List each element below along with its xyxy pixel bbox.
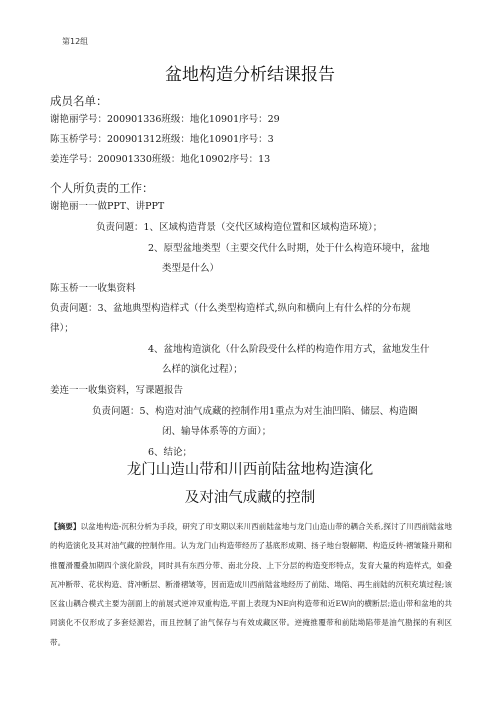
task-line: 负责问题：5、构造对油气成藏的控制作用1重点为对生油凹陷、储层、构造圈 [92,406,418,417]
task-line: 闭、输导体系等的方面）； [162,426,272,437]
task-line: 6、结论； [148,447,193,458]
task-line: 律）； [50,323,74,334]
member-line: 谢艳丽学号：200901336班级：地化10901序号：29 [50,114,280,125]
group-label: 第12组 [62,37,89,46]
task-line: 姜连一一收集资料，写课题报告 [50,385,184,396]
task-line: 2、原型盆地类型（主要交代什么时期，处于什么构造环境中，盆地 [148,243,430,254]
task-line: 4、盆地构造演化（什么阶段受什么样的构造作用方式，盆地发生什 [148,344,430,355]
member-line: 陈玉桥学号：200901312班级：地化10901序号：3 [50,134,274,145]
abstract-tag: 【摘要】 [50,522,81,531]
task-line: 陈玉桥一一收集资料 [50,283,136,294]
task-line: 类型是什么） [162,263,220,274]
abstract-paragraph [50,517,452,652]
abstract-text: 以盆地构造-沉积分析为手段，研究了印支期以来川西前陆盆地与龙门山造山带的耦合关系,探讨了川西前陆盆地的构造演化及其对油气藏的控制作用。认为龙门山构造带经历了基底形成期、扬子地台裂解期、构造反转-褶皱隆升期和推覆滑覆叠加期四个演化阶段，同时具有东西分带、南北分段、上下分层的构造变形特点，发育大量的构造样式，如叠瓦冲断带、花状构造、背冲断层、断滑褶皱等，因而造成川西前陆盆地经历了前陆、坳陷、再生前陆的沉积充填过程;该区盆山耦合模式主要为剖面上的前展式逆冲双重构造,平面上表现为NE向构造带和近EW向的横断层;造山带和盆地的共同演化不仅形成了多套烃源岩，而且控制了油气保存与有效成藏区带。逆掩推覆带和前陆坳陷带是油气勘探的有利区带。 [50,522,452,647]
task-line: 谢艳丽一一做PPT、讲PPT [50,201,165,212]
task-line: 负责问题：3、盆地典型构造样式（什么类型构造样式,纵向和横向上有什么样的分布规 [50,303,411,314]
work-heading: 个人所负责的工作： [50,181,154,195]
task-line: 么样的演化过程）； [162,364,243,375]
task-line: 负责问题：1、区域构造背景（交代区域构造位置和区域构造环境）； [96,222,383,233]
member-line: 姜连学号：200901330班级：地化10902序号：13 [50,154,271,165]
members-heading: 成员名单： [50,94,108,108]
page-title: 盆地构造分析结课报告 [165,65,335,85]
paper-title-line1: 龙门山造山带和川西前陆盆地构造演化 [126,462,374,478]
paper-title-line2: 及对油气成藏的控制 [184,490,316,506]
